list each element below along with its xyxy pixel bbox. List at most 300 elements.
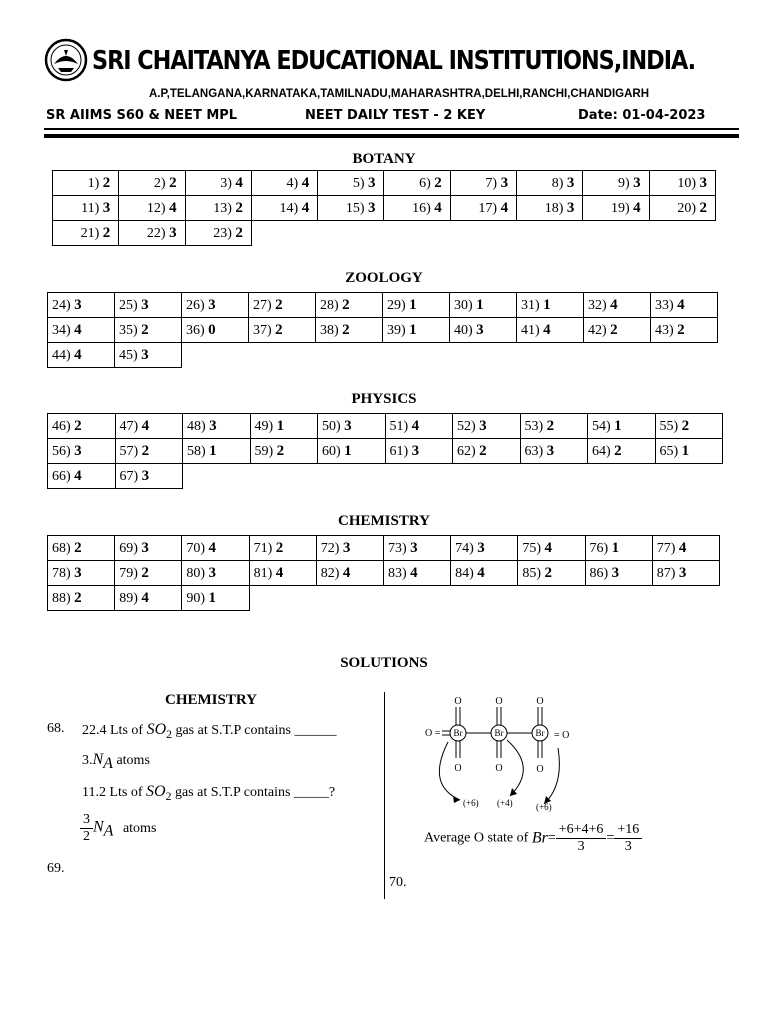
answer-cell: 9) 3 [583,171,649,196]
question-number: 32 [588,297,602,313]
answer-option: 2 [546,417,555,434]
answer-cell: 32) 4 [584,293,651,318]
answer-option: 3 [344,417,352,434]
question-number: 24 [52,297,66,313]
answer-option: 4 [74,321,82,338]
question-number: 84 [455,565,470,581]
answer-cell: 72) 3 [316,536,383,561]
answer-option: 4 [500,199,509,216]
answer-option: 1 [543,296,551,313]
header-rule-thick [44,134,739,138]
question-number: 16 [412,200,427,216]
answer-cell: 16) 4 [384,196,450,221]
question-number: 75 [522,540,537,556]
q69-number: 69. [47,861,65,876]
answer-option: 4 [411,417,420,434]
q70-number: 70. [389,875,407,890]
answer-option: 3 [141,346,149,363]
question-number: 13 [213,200,228,216]
question-number: 83 [387,565,402,581]
answer-cell: 71) 2 [249,536,316,561]
answer-cell: 7) 3 [450,171,516,196]
question-number: 39 [387,322,401,338]
answer-option: 2 [544,564,552,581]
answer-option: 2 [275,296,283,313]
question-number: 70 [186,540,201,556]
answer-row [48,586,720,611]
question-number: 9 [618,175,625,191]
answer-cell: 53) 2 [520,414,588,439]
answer-cell: 66) 4 [48,464,116,489]
institution-logo [44,38,88,82]
answer-cell: 5) 3 [318,171,384,196]
answer-option: 2 [434,174,442,191]
answer-option: 2 [235,199,243,216]
answer-option: 1 [611,539,620,556]
answer-cell: 63) 3 [520,439,588,464]
question-number: 3 [220,175,228,191]
question-number: 38 [320,322,334,338]
question-number: 7 [485,175,493,191]
answer-cell: 58) 1 [183,439,251,464]
answer-cell: 22) 3 [119,221,185,246]
answer-cell: 36) 0 [182,318,249,343]
q68-line1: 22.4 Lts of $SO_2$ gas at S.T.P contains ______ [82,721,337,741]
answer-cell: 18) 3 [517,196,583,221]
answer-cell: 65) 1 [655,439,723,464]
answer-option: 2 [141,321,149,338]
answer-cell: 49) 1 [250,414,318,439]
answer-cell: 10) 3 [649,171,715,196]
bottom-o-3: O [536,764,544,775]
question-number: 4 [286,175,294,191]
answer-cell: 54) 1 [588,414,656,439]
answer-cell: 17) 4 [450,196,516,221]
answer-option: 2 [681,417,690,434]
answer-option: 2 [479,442,487,459]
question-number: 40 [454,322,468,338]
answer-cell: 8) 3 [517,171,583,196]
question-number: 79 [119,565,134,581]
question-number: 27 [253,297,267,313]
answer-option: 3 [678,564,687,581]
answer-cell: 3) 4 [185,171,251,196]
question-number: 74 [455,540,470,556]
answer-option: 2 [169,174,177,191]
question-number: 2 [153,175,161,191]
answer-cell: 47) 4 [115,414,183,439]
answer-cell: 12) 4 [119,196,185,221]
question-number: 56 [52,443,66,459]
question-number: 52 [457,418,471,434]
answer-cell: 55) 2 [655,414,723,439]
answer-option: 2 [610,321,618,338]
answer-option: 1 [276,417,285,434]
answer-cell: 15) 3 [318,196,384,221]
question-number: 67 [119,468,134,484]
answer-cell: 51) 4 [385,414,453,439]
question-number: 80 [186,565,201,581]
question-number: 18 [544,200,559,216]
answer-option: 1 [409,321,417,338]
answer-option: 2 [74,417,82,434]
answer-option: 4 [301,174,310,191]
answer-cell: 27) 2 [249,293,316,318]
answer-option: 1 [344,442,352,459]
question-number: 11 [81,200,95,216]
question-number: 28 [320,297,334,313]
answer-option: 2 [677,321,685,338]
question-number: 41 [521,322,535,338]
answer-option: 4 [301,199,310,216]
question-number: 45 [119,347,133,363]
question-number: 30 [454,297,468,313]
answer-option: 4 [633,199,641,216]
section-title-zoology: ZOOLOGY [345,270,423,286]
question-number: 60 [322,443,336,459]
answer-option: 4 [141,417,150,434]
question-number: 44 [52,347,66,363]
answer-cell: 40) 3 [450,318,517,343]
answer-option: 3 [74,442,82,459]
answer-option: 2 [141,442,150,459]
answer-option: 4 [74,467,82,484]
question-number: 77 [656,540,671,556]
question-number: 6 [419,175,427,191]
question-number: 73 [387,540,402,556]
question-number: 42 [588,322,602,338]
answer-option: 3 [141,467,150,484]
answer-row [53,221,716,246]
answer-option: 4 [235,174,243,191]
question-number: 69 [119,540,134,556]
answer-option: 3 [411,442,420,459]
question-number: 90 [186,590,201,606]
question-number: 46 [52,418,66,434]
answer-option: 4 [677,296,685,313]
question-number: 65 [659,443,674,459]
question-number: 37 [253,322,267,338]
answer-option: 4 [275,564,284,581]
answer-cell: 76) 1 [585,536,652,561]
answer-option: 2 [614,442,622,459]
question-number: 22 [146,225,161,241]
answer-cell: 48) 3 [183,414,251,439]
answer-cell: 62) 2 [453,439,521,464]
answer-option: 1 [409,296,417,313]
answer-cell: 61) 3 [385,439,453,464]
answer-cell: 43) 2 [651,318,718,343]
question-number: 54 [592,418,606,434]
question-number: 26 [186,297,200,313]
question-number: 31 [521,297,535,313]
answer-cell: 38) 2 [316,318,383,343]
question-number: 68 [52,540,66,556]
question-number: 72 [320,540,335,556]
br-atom-1: Br [453,728,463,738]
answer-option: 3 [141,296,149,313]
answer-option: 4 [169,199,177,216]
br3o8-structure-diagram [420,690,590,815]
br-atom-2: Br [494,728,504,738]
answer-option: 3 [611,564,620,581]
q68-number: 68. [47,721,65,736]
answer-option: 4 [434,199,442,216]
answer-cell: 90) 1 [182,586,249,611]
answer-cell: 81) 4 [249,561,316,586]
column-divider [384,692,385,899]
answer-option: 3 [633,174,641,191]
question-number: 21 [80,225,95,241]
q68-line2: $3.N_A$ atoms [82,751,150,772]
question-number: 50 [322,418,336,434]
answer-cell: 79) 2 [115,561,182,586]
answer-cell: 11) 3 [53,196,119,221]
answer-row [48,536,720,561]
answer-cell: 80) 3 [182,561,249,586]
answer-option: 3 [208,296,216,313]
answer-cell: 57) 2 [115,439,183,464]
test-name: NEET DAILY TEST - 2 KEY [305,108,486,123]
question-number: 34 [52,322,66,338]
answer-cell: 87) 3 [652,561,719,586]
answer-cell: 84) 4 [451,561,518,586]
question-number: 82 [320,565,335,581]
answer-option: 3 [169,224,177,241]
answer-option: 2 [699,199,707,216]
answer-cell: 6) 2 [384,171,450,196]
answer-cell: 4) 4 [251,171,317,196]
answer-cell: 31) 1 [517,293,584,318]
answer-cell: 30) 1 [450,293,517,318]
top-o-2: O [495,696,503,707]
answer-row [48,318,718,343]
question-number: 78 [52,565,66,581]
answer-option: 2 [74,589,82,606]
batch-label: SR AIIMS S60 & NEET MPL [46,108,238,123]
q68-line3: 11.2 Lts of $SO_2$ gas at S.T.P contains _____? [82,783,336,803]
answer-cell: 42) 2 [584,318,651,343]
answer-option: 4 [678,539,687,556]
question-number: 59 [254,443,269,459]
oxidation-state-2: (+4) [497,798,513,808]
question-number: 47 [119,418,134,434]
answer-option: 4 [208,539,217,556]
question-number: 29 [387,297,401,313]
answer-cell: 75) 4 [518,536,585,561]
question-number: 15 [345,200,360,216]
answer-option: 3 [367,199,376,216]
question-number: 58 [187,443,201,459]
header-rule-thin [44,128,739,130]
answer-option: 3 [479,417,487,434]
answer-option: 2 [235,224,243,241]
answer-cell: 24) 3 [48,293,115,318]
answer-cell: 70) 4 [182,536,249,561]
answer-cell: 60) 1 [318,439,386,464]
answer-option: 2 [275,539,284,556]
answer-cell: 37) 2 [249,318,316,343]
question-number: 43 [655,322,669,338]
answer-option: 4 [610,296,618,313]
answer-option: 3 [566,199,575,216]
question-number: 81 [253,565,268,581]
answer-option: 2 [141,564,149,581]
answer-cell: 2) 2 [119,171,185,196]
answer-cell: 86) 3 [585,561,652,586]
question-number: 61 [389,443,404,459]
answer-option: 1 [614,417,622,434]
answer-cell: 44) 4 [48,343,115,368]
question-number: 63 [524,443,539,459]
answer-cell: 13) 2 [185,196,251,221]
question-number: 25 [119,297,133,313]
section-title-physics: PHYSICS [351,391,417,407]
question-number: 57 [119,443,134,459]
question-number: 49 [254,418,269,434]
question-number: 20 [677,200,692,216]
question-number: 23 [213,225,228,241]
answer-cell: 82) 4 [316,561,383,586]
answer-table-chemistry [47,535,720,611]
answer-option: 3 [500,174,509,191]
answer-option: 2 [102,174,111,191]
question-number: 35 [119,322,133,338]
answer-option: 3 [209,417,217,434]
answer-row [48,561,720,586]
answer-cell: 20) 2 [649,196,715,221]
question-number: 62 [457,443,471,459]
answer-cell: 88) 2 [48,586,115,611]
answer-cell: 14) 4 [251,196,317,221]
answer-cell: 41) 4 [517,318,584,343]
question-number: 17 [478,200,493,216]
section-title-chemistry: CHEMISTRY [338,513,430,529]
test-date: Date: 01-04-2023 [578,108,706,123]
answer-option: 3 [367,174,376,191]
states-line: A.P,TELANGANA,KARNATAKA,TAMILNADU,MAHARASHTRA,DELHI,RANCHI,CHANDIGARH [148,88,649,100]
answer-option: 3 [74,564,82,581]
answer-option: 4 [410,564,418,581]
question-number: 66 [52,468,66,484]
bottom-o-2: O [495,763,503,774]
question-number: 71 [253,540,268,556]
answer-cell: 28) 2 [316,293,383,318]
question-number: 88 [52,590,66,606]
answer-row [48,343,718,368]
question-number: 76 [589,540,604,556]
answer-cell: 33) 4 [651,293,718,318]
answer-option: 3 [208,564,217,581]
answer-cell: 56) 3 [48,439,116,464]
answer-cell: 23) 2 [185,221,251,246]
answer-cell: 21) 2 [53,221,119,246]
question-number: 33 [655,297,669,313]
answer-cell: 39) 1 [383,318,450,343]
answer-option: 3 [141,539,149,556]
question-number: 14 [279,200,294,216]
answer-option: 3 [410,539,418,556]
answer-option: 4 [544,539,552,556]
question-number: 36 [186,322,200,338]
answer-cell: 19) 4 [583,196,649,221]
answer-option: 2 [275,321,283,338]
answer-option: 4 [141,589,149,606]
answer-row [48,464,723,489]
question-number: 89 [119,590,134,606]
left-o: O = [425,728,441,739]
question-number: 12 [146,200,161,216]
br-atom-3: Br [535,728,545,738]
answer-cell: 34) 4 [48,318,115,343]
answer-option: 3 [476,321,484,338]
answer-option: 4 [477,564,485,581]
answer-option: 3 [342,539,351,556]
answer-option: 1 [209,442,217,459]
answer-cell: 69) 3 [115,536,182,561]
answer-cell: 77) 4 [652,536,719,561]
answer-cell: 85) 2 [518,561,585,586]
answer-cell: 74) 3 [451,536,518,561]
solutions-heading: SOLUTIONS [340,655,428,671]
answer-option: 1 [476,296,484,313]
answer-cell: 52) 3 [453,414,521,439]
question-number: 19 [611,200,625,216]
answer-option: 1 [208,589,217,606]
answer-option: 3 [74,296,82,313]
answer-option: 4 [543,321,551,338]
top-o-3: O [536,696,544,707]
answer-option: 2 [102,224,111,241]
question-number: 64 [592,443,606,459]
question-number: 55 [659,418,674,434]
question-number: 51 [389,418,404,434]
answer-cell: 45) 3 [115,343,182,368]
answer-option: 2 [276,442,285,459]
answer-table-physics [47,413,723,489]
answer-row [48,439,723,464]
answer-option: 0 [208,321,216,338]
answer-table-botany [52,170,716,246]
question-number: 86 [589,565,604,581]
answer-cell: 73) 3 [383,536,450,561]
answer-cell: 68) 2 [48,536,115,561]
question-number: 53 [524,418,539,434]
answer-option: 1 [681,442,690,459]
answer-cell: 78) 3 [48,561,115,586]
answer-cell: 46) 2 [48,414,116,439]
answer-cell: 59) 2 [250,439,318,464]
answer-row [53,196,716,221]
answer-row [48,293,718,318]
answer-option: 3 [566,174,575,191]
oxidation-state-1: (+6) [463,798,479,808]
right-o: = O [554,730,570,741]
answer-option: 3 [102,199,111,216]
answer-row [53,171,716,196]
top-o-1: O [454,696,462,707]
answer-cell: 35) 2 [115,318,182,343]
answer-cell: 83) 4 [383,561,450,586]
section-title-botany: BOTANY [352,151,416,167]
question-number: 8 [551,175,559,191]
question-number: 10 [677,175,692,191]
institution-title: SRI CHAITANYA EDUCATIONAL INSTITUTIONS,INDIA. [92,46,696,76]
solutions-subject: CHEMISTRY [165,692,257,708]
answer-cell: 26) 3 [182,293,249,318]
answer-option: 3 [699,174,707,191]
bottom-o-1: O [454,763,462,774]
